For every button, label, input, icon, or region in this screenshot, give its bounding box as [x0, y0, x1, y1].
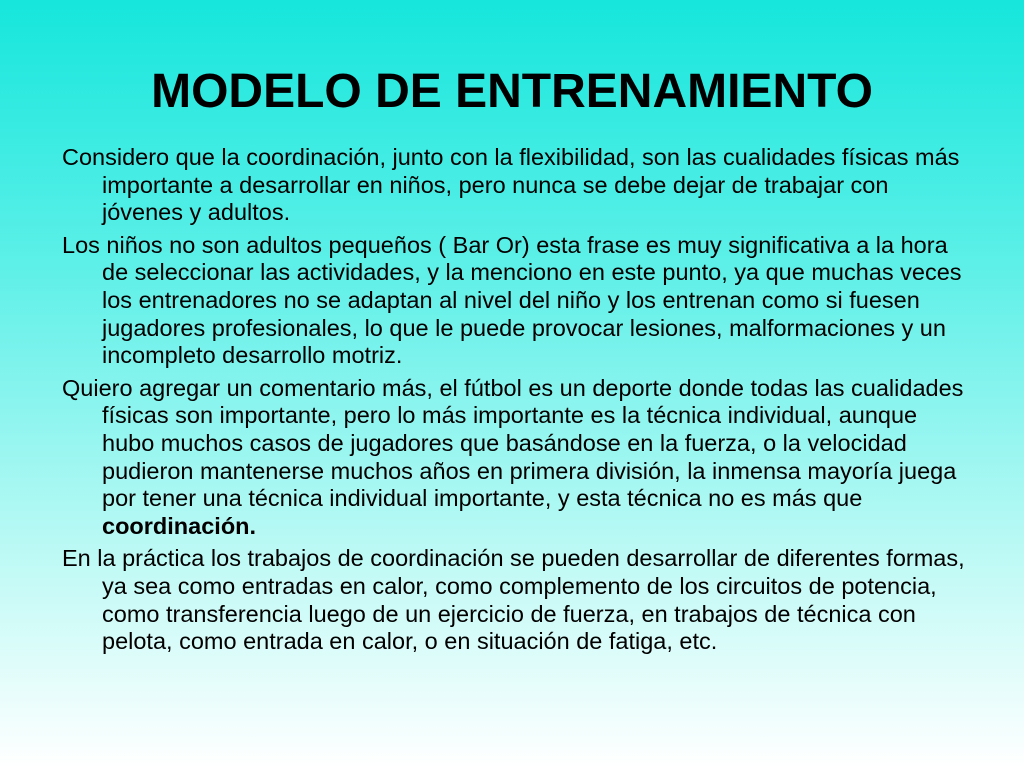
paragraph-text: Considero que la coordinación, junto con la flexibilidad, son las cualidades físicas más importante a desarrollar en niños, pero nunca se debe dejar de trabajar con jóvenes y adultos.	[62, 144, 960, 226]
paragraph-football-technique	[62, 375, 967, 541]
emphasis-coordination: coordinación.	[102, 512, 257, 539]
paragraph-text: Los niños no son adultos pequeños ( Bar Or) esta frase es muy significativa a la hora de seleccionar las actividades, y la menciono en este punto, ya que muchas veces los entrenadores no se adaptan al nivel del niño y los entrenan como si fuesen jugadores profesionales, lo que le puede provocar lesiones, malformaciones y un incompleto desarrollo motriz.	[62, 231, 962, 369]
paragraph-practice	[62, 545, 967, 655]
paragraph-text: En la práctica los trabajos de coordinación se pueden desarrollar de diferentes formas, ya sea como entradas en calor, como complemento de los circuitos de potencia, como transferencia luego de un ejercicio de fuerza, en trabajos de técnica con pelota, como entrada en calor, o en situación de fatiga, etc.	[62, 545, 965, 655]
paragraph-children-not-small-adults	[62, 232, 967, 370]
slide-body	[62, 144, 967, 661]
paragraph-coordination-flexibility	[62, 144, 967, 227]
slide-title: MODELO DE ENTRENAMIENTO	[151, 65, 873, 118]
paragraph-text: Quiero agregar un comentario más, el fútbol es un deporte donde todas las cualidades físicas son importante, pero lo más importante es la técnica individual, aunque hubo muchos casos de jugadores que basándose en la fuerza, o la velocidad pudieron mantenerse muchos años en primera división, la inmensa mayoría juega por tener una técnica individual importante, y esta técnica no es más que	[62, 374, 964, 512]
